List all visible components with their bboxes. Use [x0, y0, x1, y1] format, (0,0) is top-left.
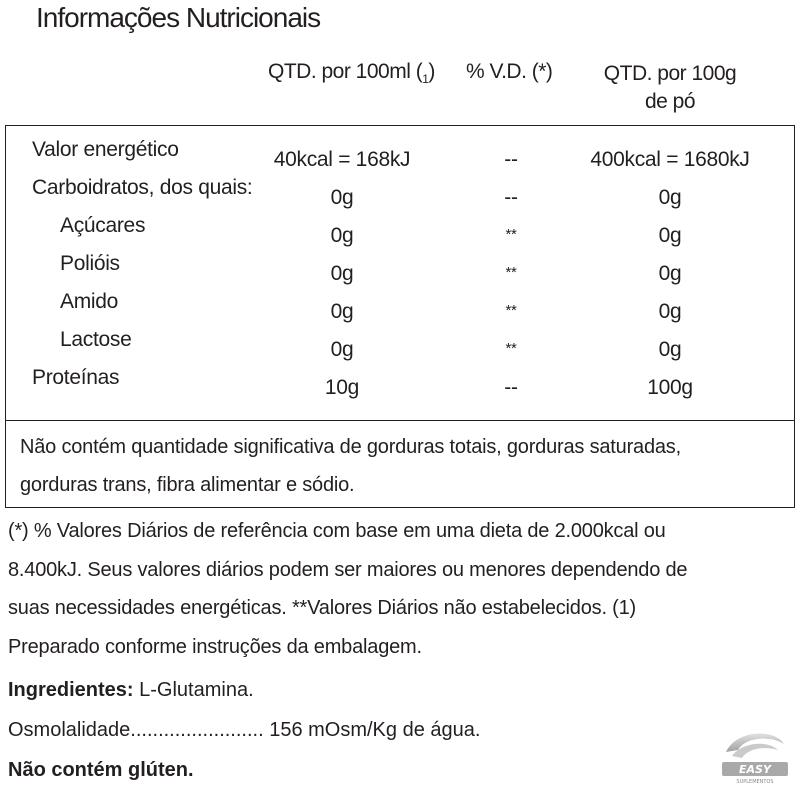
table-row	[6, 176, 794, 214]
row-label: Amido	[60, 290, 119, 313]
page-title: Informações Nutricionais	[36, 2, 321, 33]
nutrition-table	[5, 125, 795, 421]
row-label: Polióis	[60, 252, 120, 275]
header-qtd-100ml-close: )	[428, 60, 435, 83]
cell-per-100g: 400kcal = 1680kJ	[590, 148, 750, 171]
ingredients-value: L-Glutamina.	[133, 679, 254, 701]
header-vd: % V.D. (*)	[466, 60, 553, 83]
osmolality: Osmolalidade........................ 156 mOsm/Kg de água.	[8, 719, 481, 741]
row-label: Lactose	[60, 328, 132, 351]
header-qtd-100ml-text: QTD. por 100ml (	[268, 60, 423, 83]
cell-per-100ml: 0g	[330, 300, 354, 323]
cell-per-100ml: 10g	[324, 376, 360, 399]
daily-values-footnote	[8, 512, 788, 666]
row-label: Valor energético	[32, 138, 179, 161]
header-qtd-100g	[600, 60, 740, 116]
ingredients-label: Ingredientes:	[8, 679, 134, 701]
cell-per-100g: 0g	[658, 300, 682, 323]
cell-vd: **	[505, 302, 517, 319]
cell-per-100ml: 0g	[330, 186, 354, 209]
logo-text: EASY	[739, 763, 771, 776]
cell-per-100ml: 40kcal = 168kJ	[273, 148, 411, 171]
cell-per-100g: 100g	[647, 376, 693, 399]
cell-per-100ml: 0g	[330, 262, 354, 285]
table-row	[6, 252, 794, 290]
row-label: Proteínas	[32, 366, 120, 389]
ingredients	[8, 679, 254, 702]
cell-vd: **	[505, 264, 517, 281]
table-row	[6, 214, 794, 252]
footnote-line: Preparado conforme instruções da embalagem.	[8, 635, 422, 658]
footnote-line: 8.400kJ. Seus valores diários podem ser maiores ou menores dependendo de	[8, 558, 688, 581]
cell-per-100g: 0g	[658, 186, 682, 209]
note-line: Não contém quantidade significativa de gorduras totais, gorduras saturadas,	[20, 436, 681, 458]
cell-per-100ml: 0g	[330, 338, 354, 361]
footnote-line: suas necessidades energéticas. **Valores Diários não estabelecidos. (1)	[8, 597, 637, 619]
header-qtd-100ml	[268, 60, 435, 86]
row-label: Carboidratos, dos quais:	[32, 176, 253, 199]
table-row	[6, 138, 794, 176]
cell-per-100ml: 0g	[330, 224, 354, 247]
easy-suplementos-logo	[716, 726, 794, 786]
note-line: gorduras trans, fibra alimentar e sódio.	[20, 474, 355, 496]
cell-vd: **	[505, 226, 517, 243]
fat-note-box	[5, 420, 795, 508]
cell-per-100g: 0g	[658, 338, 682, 361]
cell-per-100g: 0g	[658, 262, 682, 285]
header-qtd-100g-line2: de pó	[644, 90, 696, 113]
cell-vd: --	[504, 186, 518, 209]
table-row	[6, 366, 794, 404]
footnote-line: (*) % Valores Diários de referência com base em uma dieta de 2.000kcal ou	[8, 520, 666, 542]
table-row	[6, 328, 794, 366]
cell-vd: --	[504, 376, 518, 399]
header-footnote-ref: 1	[422, 72, 429, 87]
cell-vd: **	[505, 340, 517, 357]
gluten-notice: Não contém glúten.	[8, 759, 194, 781]
table-row	[6, 290, 794, 328]
cell-per-100g: 0g	[658, 224, 682, 247]
cell-vd: --	[504, 148, 518, 171]
header-qtd-100g-line1: QTD. por 100g	[603, 62, 737, 85]
logo-subtext: SUPLEMENTOS	[736, 779, 774, 785]
row-label: Açúcares	[60, 214, 146, 237]
